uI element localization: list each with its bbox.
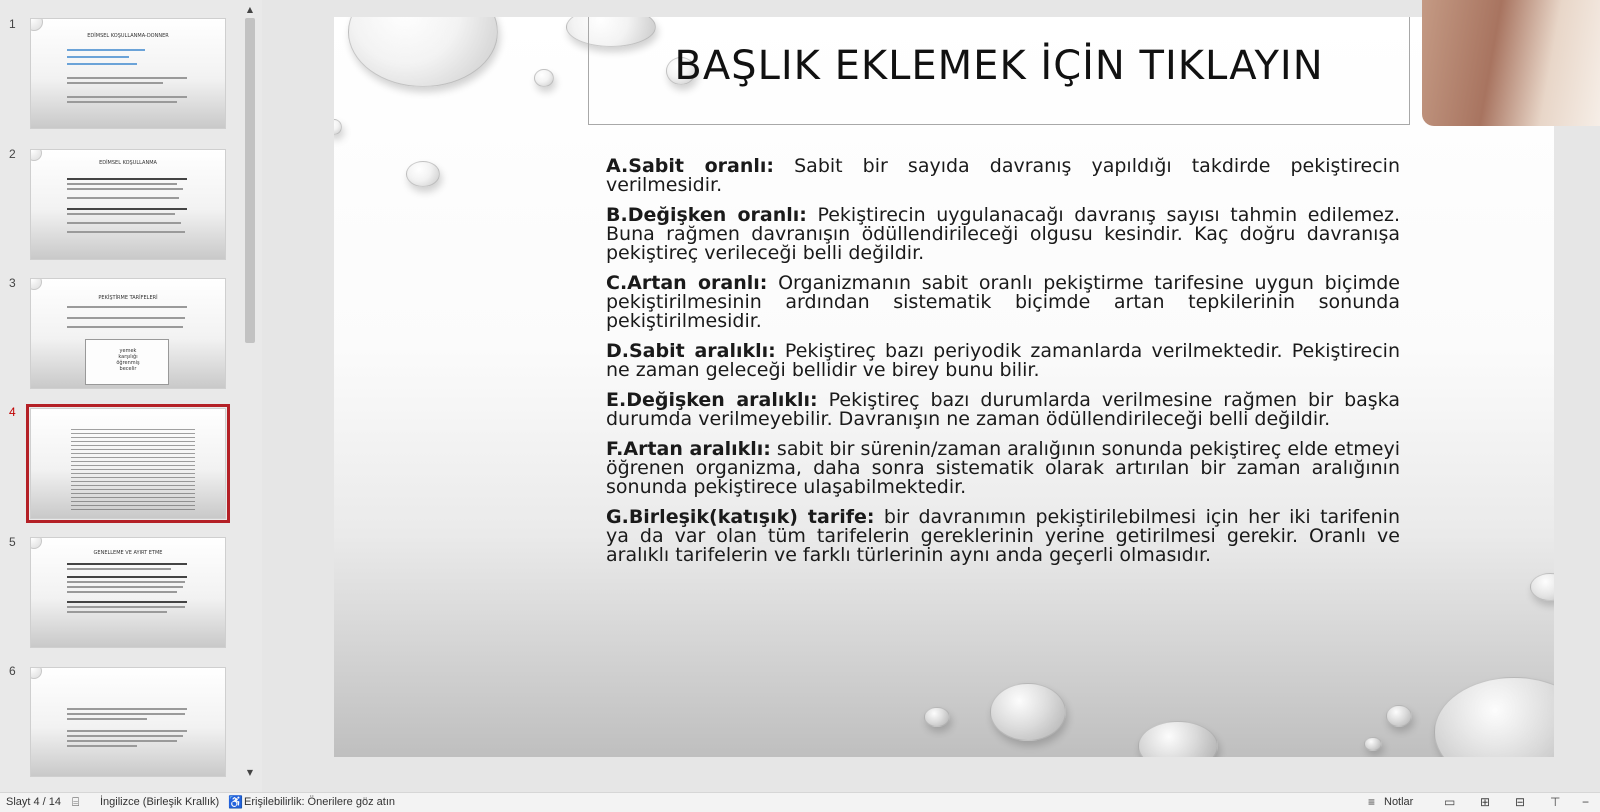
- status-bar: [0, 792, 1600, 812]
- term-definition: Pekiştirecin uygulanacağı davranış sayısı tahmin edilemez. Buna rağmen davranışın ödüllendirileceği olgusu kesindir. Kaç doğru davranışa pekiştireç verileceği belli değildir.: [606, 204, 1401, 264]
- slide-thumbnail-3[interactable]: [30, 278, 226, 389]
- thumbnail-number: 3: [9, 276, 16, 290]
- thumbnail-text-line: [67, 49, 145, 51]
- slide-thumbnail-6[interactable]: [30, 667, 226, 777]
- thumbnail-text-line: [67, 326, 183, 328]
- thumbnail-image: [85, 339, 169, 385]
- slide-editing-area: [262, 0, 1600, 792]
- thumbnail-text-line: [67, 306, 187, 308]
- list-item: [606, 440, 1400, 497]
- thumbnail-scrollbar[interactable]: [243, 4, 257, 779]
- thumbnail-title: GENELLEME VE AYIRT ETME: [93, 550, 163, 556]
- water-drop-decoration: [30, 278, 42, 290]
- thumbnail-text-line: [67, 222, 181, 224]
- thumbnail-text-line: [67, 178, 187, 180]
- thumbnail-text-line: [67, 591, 177, 593]
- slideshow-icon[interactable]: ⊤: [1550, 795, 1561, 809]
- webcam-overlay: [1422, 0, 1600, 126]
- thumbnail-text-block: [71, 429, 195, 513]
- thumbnail-text-line: [67, 188, 183, 190]
- thumbnail-text-line: [67, 563, 187, 565]
- accessibility-icon[interactable]: ♿: [228, 795, 243, 809]
- water-drop-decoration: [1434, 677, 1554, 757]
- thumbnail-text-line: [67, 231, 185, 233]
- thumbnail-text-line: [67, 708, 187, 710]
- notes-icon[interactable]: ≡: [1368, 795, 1376, 809]
- thumbnail-text-line: [67, 96, 187, 98]
- zoom-out-icon[interactable]: −: [1582, 795, 1590, 809]
- accessibility-status[interactable]: Erişilebilirlik: Önerilere göz atın: [244, 796, 395, 808]
- current-slide[interactable]: [334, 17, 1554, 757]
- list-item: [606, 206, 1400, 263]
- list-item: [606, 508, 1400, 565]
- water-drop-decoration: [30, 667, 42, 679]
- water-drop-decoration: [406, 161, 440, 187]
- slide-thumbnail-5[interactable]: [30, 537, 226, 648]
- thumbnail-text-line: [67, 63, 137, 65]
- thumbnail-text-line: [67, 601, 187, 603]
- scrollbar-thumb[interactable]: [245, 18, 255, 343]
- thumbnail-text-line: [67, 730, 187, 732]
- water-drop-decoration: [990, 683, 1066, 741]
- slide-thumbnail-1[interactable]: [30, 18, 226, 129]
- thumbnail-text-line: [67, 82, 163, 84]
- water-drop-decoration: [1138, 721, 1218, 757]
- thumbnail-title: PEKİŞTİRME TARİFELERİ: [98, 295, 158, 301]
- thumbnail-text-line: [67, 197, 179, 199]
- list-item: [606, 342, 1400, 380]
- thumbnail-text-line: [67, 56, 129, 58]
- term-label: E.Değişken aralıklı:: [606, 389, 818, 411]
- reading-view-icon[interactable]: ⊟: [1515, 795, 1526, 809]
- water-drop-decoration: [534, 69, 554, 87]
- term-definition: bir davranımın pekiştirilebilmesi için her iki tarifenin ya da var olan tüm tarifelerin gereklerinin yerine getirilmesi gerekir. Oranlı ve aralıklı tarifelerin ve farklı türlerinin aynı anda geçerli olmasıdır.: [606, 506, 1400, 566]
- thumbnail-text-line: [67, 586, 183, 588]
- water-drop-decoration: [30, 18, 43, 31]
- term-definition: sabit bir sürenin/zaman aralığının sonunda pekiştireç elde etmeyi öğrenen organizma, daha sonra sistematik olarak artırılan bir zaman aralığının sonunda pekiştirece ulaşabilmektedir.: [606, 438, 1400, 498]
- thumbnail-text-line: [67, 735, 183, 737]
- thumbnail-text-line: [67, 611, 167, 613]
- water-drop-decoration: [1386, 705, 1412, 727]
- content-placeholder[interactable]: [606, 157, 1400, 576]
- thumbnail-title: EDİMSEL KOŞULLANMA: [99, 160, 157, 166]
- notes-button[interactable]: Notlar: [1384, 796, 1414, 808]
- thumbnail-number: 4: [9, 405, 16, 419]
- water-drop-decoration: [348, 17, 498, 87]
- thumbnail-number: 2: [9, 147, 16, 161]
- thumbnail-text-line: [67, 77, 187, 79]
- water-drop-decoration: [30, 537, 42, 549]
- term-definition: Sabit bir sayıda davranış yapıldığı takdirde pekiştirecin verilmesidir.: [606, 155, 1400, 196]
- thumbnail-text-line: [67, 581, 185, 583]
- thumbnail-title: EDİMSEL KOŞULLANMA-DONNER: [87, 33, 169, 39]
- thumbnail-number: 1: [9, 17, 16, 31]
- list-item: [606, 391, 1400, 429]
- language-indicator[interactable]: İngilizce (Birleşik Krallık): [100, 796, 220, 808]
- term-label: C.Artan oranlı:: [606, 272, 768, 294]
- term-label: A.Sabit oranlı:: [606, 155, 775, 177]
- thumbnail-text-line: [67, 606, 185, 608]
- term-label: F.Artan aralıklı:: [606, 438, 771, 460]
- thumbnail-text-line: [67, 576, 187, 578]
- thumbnail-number: 6: [9, 664, 16, 678]
- term-label: G.Birleşik(katışık) tarife:: [606, 506, 875, 528]
- list-item: [606, 157, 1400, 195]
- title-placeholder[interactable]: [588, 17, 1410, 125]
- scroll-down-arrow-icon[interactable]: ▼: [246, 768, 254, 777]
- list-item: [606, 274, 1400, 331]
- slide-thumbnail-2[interactable]: [30, 149, 226, 260]
- normal-view-icon[interactable]: ▭: [1444, 795, 1456, 809]
- thumbnail-text-line: [67, 183, 177, 185]
- term-label: B.Değişken oranlı:: [606, 204, 807, 226]
- term-label: D.Sabit aralıklı:: [606, 340, 776, 362]
- thumbnail-text-line: [67, 740, 177, 742]
- thumbnail-text-line: [67, 317, 185, 319]
- term-definition: Organizmanın sabit oranlı pekiştirme tarifesine uygun biçimde pekiştirilmesinin ardından sistematik biçimde artan tepkilerinin sonunda pekiştirilmesidir.: [606, 272, 1400, 332]
- thumbnail-text-line: [67, 101, 177, 103]
- thumbnail-text-line: [67, 745, 137, 747]
- thumbnail-text-line: [67, 208, 187, 210]
- scroll-up-arrow-icon[interactable]: ▲: [246, 5, 254, 14]
- thumbnail-number: 5: [9, 535, 16, 549]
- thumbnail-text-line: [67, 713, 185, 715]
- water-drop-decoration: [924, 707, 950, 727]
- water-drop-decoration: [1364, 737, 1382, 751]
- thumbnail-text-line: [67, 568, 171, 570]
- term-definition: Pekiştireç bazı durumlarda verilmesine rağmen bir başka durumda verilmeyebilir. Davranışın ne zaman ödüllendirileceği belli değildir.: [606, 389, 1400, 430]
- thumbnail-text-line: [67, 718, 147, 720]
- slide-thumbnail-pane: [0, 0, 262, 792]
- slide-thumbnail-4[interactable]: [30, 408, 226, 519]
- slide-title[interactable]: BAŞLIK EKLEMEK İÇİN TIKLAYIN: [674, 43, 1324, 89]
- water-drop-decoration: [334, 119, 342, 135]
- spellcheck-icon[interactable]: ⌸: [72, 795, 80, 809]
- thumbnail-image-text: yemek karşılığı öğrenmiş becelir: [116, 348, 140, 372]
- water-drop-decoration: [1530, 573, 1554, 601]
- slide-counter[interactable]: Slayt 4 / 14: [6, 796, 62, 808]
- slide-sorter-icon[interactable]: ⊞: [1480, 795, 1491, 809]
- thumbnail-text-line: [67, 213, 175, 215]
- term-definition: Pekiştireç bazı periyodik zamanlarda verilmektedir. Pekiştirecin ne zaman geleceği bellidir ve birey bunu bilir.: [606, 340, 1400, 381]
